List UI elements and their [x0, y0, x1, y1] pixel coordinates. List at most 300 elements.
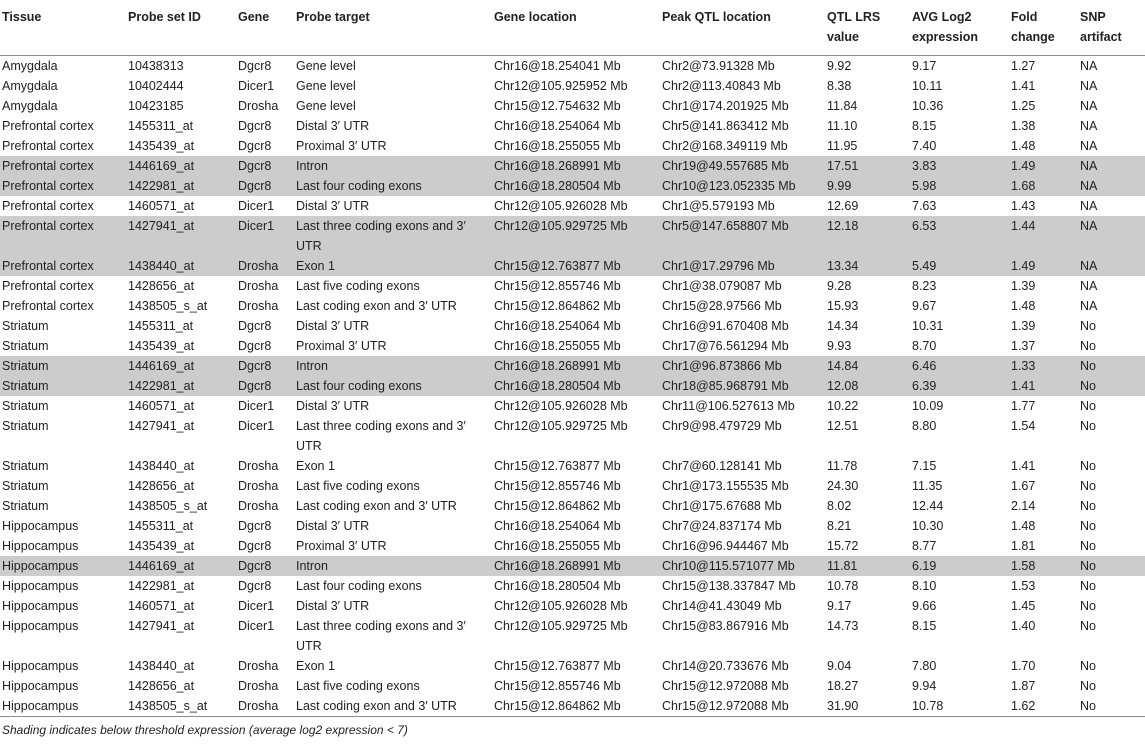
cell-tissue: Hippocampus	[2, 539, 79, 553]
table-row	[0, 656, 1145, 676]
cell-fold-change: 1.49	[1009, 256, 1078, 276]
cell-peak-qtl-location: Chr1@5.579193 Mb	[662, 199, 775, 213]
table-row	[0, 376, 1145, 396]
cell-gene-location: Chr15@12.754632 Mb	[494, 99, 621, 113]
cell-gene-location: Chr16@18.280504 Mb	[492, 376, 660, 396]
cell-probe-set-id: 10402444	[128, 79, 184, 93]
cell-peak-qtl-location: Chr16@96.944467 Mb	[662, 539, 789, 553]
header-qtl-lrs-value: QTL LRS value	[825, 0, 910, 56]
cell-gene-location: Chr16@18.255055 Mb	[494, 339, 621, 353]
cell-probe-target: Last three coding exons and 3′ UTR	[296, 619, 466, 653]
cell-tissue: Prefrontal cortex	[0, 156, 126, 176]
cell-probe-target: Last five coding exons	[296, 279, 420, 293]
cell-probe-set-id: 1460571_at	[128, 399, 195, 413]
cell-gene: Drosha	[238, 679, 279, 693]
cell-tissue: Hippocampus	[2, 659, 79, 673]
cell-gene-location: Chr15@12.864862 Mb	[494, 299, 621, 313]
cell-peak-qtl-location: Chr1@174.201925 Mb	[662, 99, 789, 113]
cell-snp-artifact: NA	[1078, 156, 1145, 176]
cell-probe-set-id: 1422981_at	[126, 176, 236, 196]
cell-probe-target: Proximal 3′ UTR	[296, 339, 387, 353]
cell-peak-qtl-location: Chr2@73.91328 Mb	[662, 59, 775, 73]
cell-fold-change: 1.38	[1011, 119, 1036, 133]
cell-avg-log2-expression: 10.30	[912, 519, 944, 533]
cell-tissue: Amygdala	[2, 99, 58, 113]
cell-probe-target: Gene level	[296, 99, 356, 113]
cell-gene: Dgcr8	[236, 376, 294, 396]
table-row	[0, 256, 1145, 276]
cell-gene-location: Chr12@105.926028 Mb	[494, 399, 628, 413]
cell-snp-artifact: NA	[1080, 119, 1098, 133]
cell-peak-qtl-location: Chr14@41.43049 Mb	[662, 599, 782, 613]
cell-tissue: Prefrontal cortex	[0, 216, 126, 256]
cell-snp-artifact: NA	[1080, 79, 1098, 93]
cell-tissue: Hippocampus	[2, 519, 79, 533]
cell-snp-artifact: NA	[1080, 279, 1098, 293]
cell-gene-location: Chr15@12.855746 Mb	[494, 279, 621, 293]
cell-peak-qtl-location: Chr7@24.837174 Mb	[662, 519, 782, 533]
cell-snp-artifact: No	[1080, 399, 1096, 413]
cell-probe-set-id: 1435439_at	[128, 539, 195, 553]
cell-fold-change: 1.39	[1011, 279, 1036, 293]
cell-fold-change: 1.37	[1011, 339, 1036, 353]
cell-tissue: Prefrontal cortex	[2, 139, 94, 153]
cell-avg-log2-expression: 10.36	[912, 99, 944, 113]
cell-probe-set-id: 1427941_at	[126, 216, 236, 256]
cell-probe-set-id: 1438440_at	[128, 659, 195, 673]
cell-avg-log2-expression: 6.53	[910, 216, 1009, 256]
cell-fold-change: 1.39	[1011, 319, 1036, 333]
cell-tissue: Prefrontal cortex	[2, 199, 94, 213]
cell-fold-change: 1.53	[1011, 579, 1036, 593]
cell-snp-artifact: No	[1080, 339, 1096, 353]
cell-probe-target: Last three coding exons and 3′ UTR	[294, 216, 492, 256]
table-row	[0, 576, 1145, 596]
cell-tissue: Prefrontal cortex	[0, 256, 126, 276]
cell-qtl-lrs-value: 11.81	[825, 556, 910, 576]
cell-gene: Dicer1	[238, 419, 275, 433]
cell-avg-log2-expression: 9.17	[912, 59, 937, 73]
cell-gene: Drosha	[238, 299, 279, 313]
cell-probe-target: Distal 3′ UTR	[296, 399, 370, 413]
cell-probe-target: Last three coding exons and 3′ UTR	[296, 419, 466, 453]
cell-probe-set-id: 1435439_at	[128, 339, 195, 353]
table-row	[0, 76, 1145, 96]
cell-peak-qtl-location: Chr10@115.571077 Mb	[660, 556, 825, 576]
cell-gene: Drosha	[236, 256, 294, 276]
cell-snp-artifact: No	[1078, 556, 1145, 576]
cell-gene-location: Chr16@18.254064 Mb	[494, 119, 621, 133]
cell-qtl-lrs-value: 12.69	[827, 199, 859, 213]
cell-tissue: Striatum	[2, 459, 49, 473]
table-row	[0, 316, 1145, 336]
table-row	[0, 196, 1145, 216]
cell-qtl-lrs-value: 9.93	[827, 339, 852, 353]
cell-avg-log2-expression: 8.15	[912, 619, 937, 633]
cell-qtl-lrs-value: 9.92	[827, 59, 852, 73]
cell-avg-log2-expression: 8.70	[912, 339, 937, 353]
cell-snp-artifact: NA	[1080, 99, 1098, 113]
cell-gene-location: Chr16@18.254064 Mb	[494, 319, 621, 333]
cell-fold-change: 1.41	[1009, 376, 1078, 396]
cell-qtl-lrs-value: 11.10	[827, 119, 858, 133]
cell-avg-log2-expression: 12.44	[912, 499, 944, 513]
cell-gene: Dgcr8	[236, 556, 294, 576]
cell-probe-set-id: 1422981_at	[128, 579, 195, 593]
cell-snp-artifact: No	[1080, 539, 1096, 553]
cell-probe-set-id: 1455311_at	[128, 319, 194, 333]
table-bottom-rule	[0, 716, 1145, 717]
cell-gene-location: Chr16@18.255055 Mb	[494, 139, 621, 153]
table-row	[0, 496, 1145, 516]
cell-tissue: Striatum	[2, 339, 49, 353]
cell-avg-log2-expression: 6.39	[910, 376, 1009, 396]
cell-peak-qtl-location: Chr1@175.67688 Mb	[662, 499, 782, 513]
cell-tissue: Hippocampus	[2, 699, 79, 713]
cell-snp-artifact: NA	[1078, 256, 1145, 276]
cell-qtl-lrs-value: 31.90	[827, 699, 859, 713]
cell-gene: Drosha	[238, 479, 279, 493]
cell-probe-target: Intron	[294, 356, 492, 376]
table-row	[0, 596, 1145, 616]
cell-probe-set-id: 1435439_at	[128, 139, 195, 153]
cell-gene-location: Chr12@105.926028 Mb	[494, 599, 628, 613]
cell-fold-change: 1.41	[1011, 79, 1036, 93]
table-row	[0, 156, 1145, 176]
cell-probe-set-id: 1446169_at	[126, 356, 236, 376]
cell-tissue: Amygdala	[2, 59, 58, 73]
cell-fold-change: 1.48	[1011, 299, 1036, 313]
cell-probe-set-id: 1428656_at	[128, 279, 195, 293]
cell-fold-change: 1.27	[1011, 59, 1036, 73]
cell-qtl-lrs-value: 9.28	[827, 279, 852, 293]
cell-gene-location: Chr15@12.763877 Mb	[492, 256, 660, 276]
cell-avg-log2-expression: 8.15	[912, 119, 937, 133]
cell-probe-target: Last coding exon and 3′ UTR	[296, 499, 457, 513]
cell-peak-qtl-location: Chr15@12.972088 Mb	[662, 679, 789, 693]
header-tissue: Tissue	[0, 0, 126, 56]
cell-peak-qtl-location: Chr1@173.155535 Mb	[662, 479, 789, 493]
cell-avg-log2-expression: 5.49	[910, 256, 1009, 276]
cell-snp-artifact: No	[1078, 376, 1145, 396]
cell-tissue: Striatum	[2, 499, 49, 513]
cell-fold-change: 1.25	[1011, 99, 1036, 113]
cell-peak-qtl-location: Chr15@12.972088 Mb	[662, 699, 789, 713]
cell-snp-artifact: No	[1080, 579, 1096, 593]
cell-avg-log2-expression: 3.83	[910, 156, 1009, 176]
cell-tissue: Striatum	[0, 356, 126, 376]
cell-fold-change: 1.48	[1011, 519, 1036, 533]
table-row	[0, 136, 1145, 156]
table-body	[0, 56, 1145, 717]
cell-probe-set-id: 1446169_at	[126, 156, 236, 176]
cell-gene-location: Chr16@18.255055 Mb	[494, 539, 621, 553]
cell-qtl-lrs-value: 9.17	[827, 599, 852, 613]
table-row	[0, 676, 1145, 696]
cell-gene-location: Chr15@12.763877 Mb	[494, 459, 621, 473]
cell-tissue: Amygdala	[2, 79, 58, 93]
cell-peak-qtl-location: Chr19@49.557685 Mb	[660, 156, 825, 176]
cell-fold-change: 1.43	[1011, 199, 1036, 213]
cell-tissue: Striatum	[2, 319, 49, 333]
cell-avg-log2-expression: 8.10	[912, 579, 937, 593]
cell-tissue: Prefrontal cortex	[2, 279, 94, 293]
header-fold-change: Fold change	[1009, 0, 1078, 56]
cell-gene: Dgcr8	[238, 59, 272, 73]
cell-gene-location: Chr16@18.268991 Mb	[492, 156, 660, 176]
cell-gene-location: Chr12@105.929725 Mb	[492, 216, 660, 256]
cell-fold-change: 1.41	[1011, 459, 1036, 473]
cell-tissue: Striatum	[2, 419, 49, 433]
cell-gene: Dicer1	[238, 619, 275, 633]
cell-probe-target: Last five coding exons	[296, 479, 420, 493]
cell-peak-qtl-location: Chr15@28.97566 Mb	[662, 299, 782, 313]
table-footnote: Shading indicates below threshold expression (average log2 expression < 7)	[2, 723, 408, 737]
cell-probe-target: Last four coding exons	[294, 376, 492, 396]
cell-gene: Dgcr8	[238, 119, 272, 133]
cell-snp-artifact: NA	[1080, 199, 1098, 213]
cell-gene: Drosha	[238, 459, 279, 473]
header-peak-qtl-location: Peak QTL location	[660, 0, 825, 56]
cell-fold-change: 1.40	[1011, 619, 1036, 633]
cell-avg-log2-expression: 7.40	[912, 139, 937, 153]
cell-snp-artifact: No	[1080, 619, 1096, 633]
cell-fold-change: 1.54	[1011, 419, 1036, 433]
cell-qtl-lrs-value: 9.99	[825, 176, 910, 196]
cell-gene: Dgcr8	[238, 579, 272, 593]
cell-avg-log2-expression: 10.09	[912, 399, 944, 413]
table-row	[0, 516, 1145, 536]
cell-gene: Dgcr8	[236, 176, 294, 196]
cell-peak-qtl-location: Chr14@20.733676 Mb	[662, 659, 789, 673]
table-row	[0, 696, 1145, 716]
cell-avg-log2-expression: 10.31	[912, 319, 944, 333]
table-row	[0, 536, 1145, 556]
cell-qtl-lrs-value: 15.72	[827, 539, 859, 553]
cell-avg-log2-expression: 6.19	[910, 556, 1009, 576]
cell-gene-location: Chr15@12.855746 Mb	[494, 479, 621, 493]
cell-probe-target: Proximal 3′ UTR	[296, 539, 387, 553]
cell-fold-change: 1.62	[1011, 699, 1036, 713]
cell-probe-set-id: 10438313	[128, 59, 184, 73]
cell-qtl-lrs-value: 15.93	[827, 299, 859, 313]
cell-probe-target: Distal 3′ UTR	[296, 519, 370, 533]
cell-gene: Dgcr8	[238, 539, 272, 553]
cell-probe-set-id: 1455311_at	[128, 519, 194, 533]
table-row	[0, 356, 1145, 376]
cell-qtl-lrs-value: 8.02	[827, 499, 852, 513]
cell-fold-change: 1.81	[1011, 539, 1036, 553]
cell-gene-location: Chr12@105.926028 Mb	[494, 199, 628, 213]
cell-probe-target: Exon 1	[294, 256, 492, 276]
cell-peak-qtl-location: Chr11@106.527613 Mb	[662, 399, 795, 413]
cell-probe-set-id: 1455311_at	[128, 119, 194, 133]
cell-gene: Dgcr8	[236, 156, 294, 176]
cell-qtl-lrs-value: 14.34	[827, 319, 859, 333]
cell-snp-artifact: NA	[1078, 176, 1145, 196]
cell-qtl-lrs-value: 12.08	[825, 376, 910, 396]
cell-gene: Dgcr8	[238, 319, 272, 333]
cell-probe-target: Last four coding exons	[294, 176, 492, 196]
cell-qtl-lrs-value: 10.22	[827, 399, 859, 413]
cell-gene: Drosha	[238, 499, 279, 513]
cell-probe-set-id: 1438440_at	[128, 459, 195, 473]
cell-qtl-lrs-value: 10.78	[827, 579, 859, 593]
cell-tissue: Striatum	[0, 376, 126, 396]
cell-probe-set-id: 1446169_at	[126, 556, 236, 576]
header-row	[0, 0, 1145, 56]
cell-probe-set-id: 10423185	[128, 99, 184, 113]
cell-qtl-lrs-value: 12.18	[825, 216, 910, 256]
cell-probe-target: Gene level	[296, 79, 356, 93]
cell-gene-location: Chr15@12.763877 Mb	[494, 659, 621, 673]
cell-peak-qtl-location: Chr9@98.479729 Mb	[662, 419, 782, 433]
cell-gene-location: Chr16@18.268991 Mb	[492, 556, 660, 576]
cell-probe-target: Distal 3′ UTR	[296, 119, 370, 133]
table-row	[0, 216, 1145, 256]
cell-fold-change: 1.68	[1009, 176, 1078, 196]
cell-snp-artifact: No	[1080, 499, 1096, 513]
cell-fold-change: 1.67	[1011, 479, 1036, 493]
cell-probe-target: Last four coding exons	[296, 579, 422, 593]
cell-gene-location: Chr12@105.929725 Mb	[494, 619, 628, 633]
cell-peak-qtl-location: Chr5@141.863412 Mb	[662, 119, 789, 133]
cell-probe-set-id: 1438505_s_at	[128, 299, 208, 313]
cell-probe-target: Last coding exon and 3′ UTR	[296, 299, 457, 313]
cell-gene-location: Chr15@12.864862 Mb	[494, 499, 621, 513]
cell-qtl-lrs-value: 17.51	[825, 156, 910, 176]
cell-snp-artifact: No	[1080, 479, 1096, 493]
cell-avg-log2-expression: 5.98	[910, 176, 1009, 196]
cell-qtl-lrs-value: 12.51	[827, 419, 859, 433]
cell-probe-target: Last five coding exons	[296, 679, 420, 693]
header-probe-target: Probe target	[294, 0, 492, 56]
cell-gene: Drosha	[238, 99, 279, 113]
cell-gene-location: Chr16@18.268991 Mb	[492, 356, 660, 376]
cell-tissue: Hippocampus	[0, 556, 126, 576]
cell-peak-qtl-location: Chr18@85.968791 Mb	[660, 376, 825, 396]
cell-probe-set-id: 1428656_at	[128, 479, 195, 493]
cell-probe-set-id: 1460571_at	[128, 199, 195, 213]
cell-avg-log2-expression: 7.15	[912, 459, 937, 473]
cell-peak-qtl-location: Chr15@138.337847 Mb	[662, 579, 796, 593]
cell-probe-set-id: 1427941_at	[128, 419, 195, 433]
table-row	[0, 416, 1145, 456]
cell-qtl-lrs-value: 14.84	[825, 356, 910, 376]
cell-snp-artifact: NA	[1078, 216, 1145, 256]
cell-avg-log2-expression: 6.46	[910, 356, 1009, 376]
cell-peak-qtl-location: Chr7@60.128141 Mb	[662, 459, 782, 473]
cell-snp-artifact: No	[1080, 319, 1096, 333]
cell-fold-change: 1.58	[1009, 556, 1078, 576]
cell-avg-log2-expression: 8.80	[912, 419, 937, 433]
cell-tissue: Striatum	[2, 479, 49, 493]
cell-fold-change: 1.87	[1011, 679, 1036, 693]
cell-avg-log2-expression: 9.67	[912, 299, 937, 313]
cell-gene-location: Chr15@12.864862 Mb	[494, 699, 621, 713]
cell-peak-qtl-location: Chr16@91.670408 Mb	[662, 319, 789, 333]
header-gene: Gene	[236, 0, 294, 56]
cell-snp-artifact: No	[1080, 459, 1096, 473]
cell-gene: Dgcr8	[236, 356, 294, 376]
cell-tissue: Striatum	[2, 399, 49, 413]
cell-snp-artifact: NA	[1080, 139, 1098, 153]
table-row	[0, 336, 1145, 356]
cell-avg-log2-expression: 9.94	[912, 679, 937, 693]
header-avg-log2-expression: AVG Log2 expression	[910, 0, 1009, 56]
cell-gene-location: Chr16@18.254064 Mb	[494, 519, 621, 533]
cell-qtl-lrs-value: 8.21	[827, 519, 852, 533]
cell-snp-artifact: No	[1080, 659, 1096, 673]
cell-gene: Drosha	[238, 279, 279, 293]
cell-gene-location: Chr15@12.855746 Mb	[494, 679, 621, 693]
cell-tissue: Prefrontal cortex	[2, 299, 94, 313]
cell-avg-log2-expression: 8.77	[912, 539, 937, 553]
cell-fold-change: 1.45	[1011, 599, 1036, 613]
cell-probe-target: Distal 3′ UTR	[296, 599, 370, 613]
cell-gene: Dicer1	[238, 199, 275, 213]
cell-snp-artifact: No	[1080, 519, 1096, 533]
cell-tissue: Hippocampus	[2, 619, 79, 633]
cell-tissue: Prefrontal cortex	[2, 119, 94, 133]
cell-gene: Drosha	[238, 699, 279, 713]
cell-qtl-lrs-value: 13.34	[825, 256, 910, 276]
cell-avg-log2-expression: 11.35	[912, 479, 943, 493]
cell-snp-artifact: No	[1080, 699, 1096, 713]
cell-peak-qtl-location: Chr5@147.658807 Mb	[660, 216, 825, 256]
cell-gene: Dicer1	[238, 599, 275, 613]
cell-probe-target: Exon 1	[296, 659, 335, 673]
cell-tissue: Hippocampus	[2, 579, 79, 593]
cell-probe-set-id: 1438505_s_at	[128, 699, 208, 713]
header-probe-set-id: Probe set ID	[126, 0, 236, 56]
cell-probe-target: Exon 1	[296, 459, 335, 473]
cell-gene: Drosha	[238, 659, 279, 673]
cell-qtl-lrs-value: 11.95	[827, 139, 858, 153]
cell-peak-qtl-location: Chr10@123.052335 Mb	[660, 176, 825, 196]
cell-gene: Dicer1	[238, 399, 275, 413]
cell-fold-change: 1.70	[1011, 659, 1036, 673]
cell-qtl-lrs-value: 11.78	[827, 459, 858, 473]
cell-probe-set-id: 1460571_at	[128, 599, 195, 613]
table-row	[0, 116, 1145, 136]
cell-qtl-lrs-value: 14.73	[827, 619, 859, 633]
table-row	[0, 476, 1145, 496]
table-row	[0, 396, 1145, 416]
cell-fold-change: 1.49	[1009, 156, 1078, 176]
cell-qtl-lrs-value: 11.84	[827, 99, 858, 113]
cell-gene: Dicer1	[236, 216, 294, 256]
cell-gene: Dicer1	[238, 79, 275, 93]
cell-tissue: Prefrontal cortex	[0, 176, 126, 196]
cell-snp-artifact: NA	[1080, 299, 1098, 313]
cell-peak-qtl-location: Chr15@83.867916 Mb	[662, 619, 789, 633]
cell-qtl-lrs-value: 18.27	[827, 679, 859, 693]
cell-avg-log2-expression: 7.80	[912, 659, 937, 673]
cell-avg-log2-expression: 7.63	[912, 199, 937, 213]
cell-probe-target: Gene level	[296, 59, 356, 73]
cell-probe-target: Proximal 3′ UTR	[296, 139, 387, 153]
cell-peak-qtl-location: Chr2@168.349119 Mb	[662, 139, 788, 153]
cell-snp-artifact: No	[1080, 599, 1096, 613]
cell-fold-change: 1.48	[1011, 139, 1036, 153]
cell-gene-location: Chr16@18.254041 Mb	[494, 59, 621, 73]
cell-gene: Dgcr8	[238, 339, 272, 353]
cell-probe-set-id: 1438440_at	[126, 256, 236, 276]
cell-gene-location: Chr12@105.925952 Mb	[494, 79, 628, 93]
cell-probe-set-id: 1428656_at	[128, 679, 195, 693]
cell-peak-qtl-location: Chr1@38.079087 Mb	[662, 279, 782, 293]
